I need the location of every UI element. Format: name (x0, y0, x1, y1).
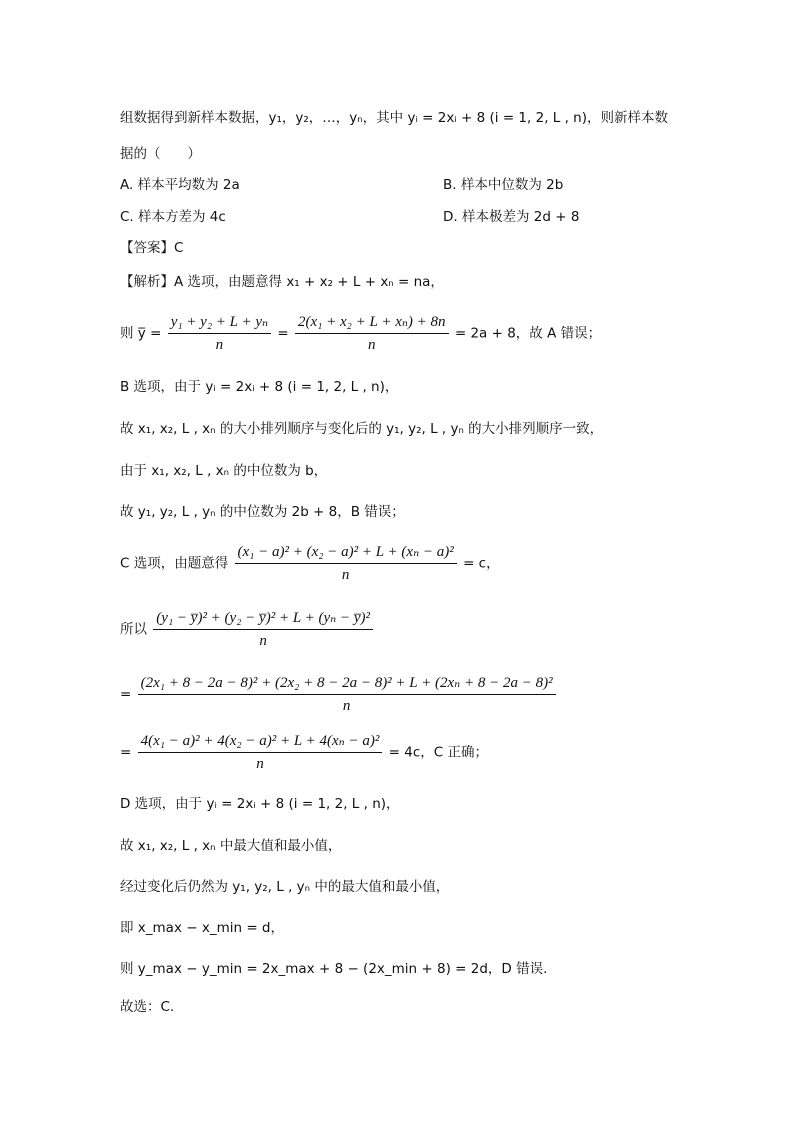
eq-operator: = (277, 325, 289, 342)
fraction-denominator: n (215, 337, 224, 353)
eq-prefix: = (120, 744, 132, 761)
analysis-b-line-4: 故 y₁, y₂, L , yₙ 的中位数为 2b + 8，B 错误； (120, 504, 405, 520)
eq-prefix: 所以 (120, 621, 147, 638)
analysis-d-line-5: 则 y_max − y_min = 2x_max + 8 − (2x_min + 8) = 2d，D 错误. (120, 961, 548, 977)
analysis-a-intro: 【解析】A 选项，由题意得 x₁ + x₂ + L + xₙ = na， (120, 274, 444, 290)
analysis-d-line-1: D 选项，由于 yᵢ = 2xᵢ + 8 (i = 1, 2, L , n)， (120, 796, 400, 812)
eq-suffix: = 2a + 8，故 A 错误； (454, 325, 602, 342)
eq-prefix: = (120, 686, 132, 703)
analysis-b-line-1: B 选项，由于 yᵢ = 2xᵢ + 8 (i = 1, 2, L , n)， (120, 379, 399, 395)
fraction-numerator: (2x₁ + 8 − 2a − 8)² + (2x₂ + 8 − 2a − 8)² + L + (2xₙ + 8 − 2a − 8)² (138, 674, 556, 695)
fraction-numerator: 4(x₁ − a)² + 4(x₂ − a)² + L + 4(xₙ − a)² (138, 732, 383, 753)
fraction-denominator: n (259, 633, 267, 649)
fraction (153, 609, 373, 650)
fraction (295, 313, 449, 354)
fraction-numerator: 2(x₁ + x₂ + L + xₙ) + 8n (295, 313, 449, 334)
analysis-d-line-4: 即 x_max − x_min = d， (120, 920, 284, 936)
answer-line: 【答案】C (120, 240, 184, 256)
eq-prefix: 则 y̅ = (120, 325, 162, 342)
eq-suffix: = c， (463, 555, 500, 572)
analysis-b-line-2: 故 x₁, x₂, L , xₙ 的大小排列顺序与变化后的 y₁, y₂, L , yₙ 的大小排列顺序一致， (120, 421, 604, 437)
fraction-numerator: (x₁ − a)² + (x₂ − a)² + L + (xₙ − a)² (235, 543, 457, 564)
fraction (138, 674, 556, 715)
option-b: B. 样本中位数为 2b (443, 177, 564, 193)
conclusion: 故选：C. (120, 999, 175, 1015)
fraction (168, 313, 271, 354)
option-a: A. 样本平均数为 2a (120, 177, 240, 193)
eq-suffix: = 4c，C 正确； (388, 744, 488, 761)
analysis-c-line-2 (120, 609, 375, 650)
analysis-a-equation (120, 313, 601, 354)
analysis-d-line-2: 故 x₁, x₂, L , xₙ 中最大值和最小值， (120, 838, 342, 854)
fraction-denominator: n (341, 567, 350, 583)
option-d: D. 样本极差为 2d + 8 (443, 209, 580, 225)
analysis-c-line-1 (120, 543, 500, 584)
analysis-b-line-3: 由于 x₁, x₂, L , xₙ 的中位数为 b， (120, 463, 328, 479)
fraction-denominator: n (342, 698, 351, 714)
option-c: C. 样本方差为 4c (120, 209, 226, 225)
analysis-c-line-3 (120, 674, 558, 715)
question-line-1: 组数据得到新样本数据，y₁，y₂，…，yₙ，其中 yᵢ = 2xᵢ + 8 (i = 1, 2, L , n)，则新样本数 (120, 110, 668, 126)
fraction-denominator: n (368, 337, 376, 353)
fraction-denominator: n (256, 756, 264, 772)
analysis-d-line-3: 经过变化后仍然为 y₁, y₂, L , yₙ 中的最大值和最小值， (120, 879, 450, 895)
fraction-numerator: (y₁ − y̅)² + (y₂ − y̅)² + L + (yₙ − y̅)² (153, 609, 373, 630)
fraction (235, 543, 457, 584)
question-line-2: 据的（ ） (120, 146, 201, 162)
fraction-numerator: y₁ + y₂ + L + yₙ (168, 313, 271, 334)
fraction (138, 732, 383, 773)
eq-prefix: C 选项，由题意得 (120, 555, 229, 572)
analysis-c-line-4 (120, 732, 488, 773)
